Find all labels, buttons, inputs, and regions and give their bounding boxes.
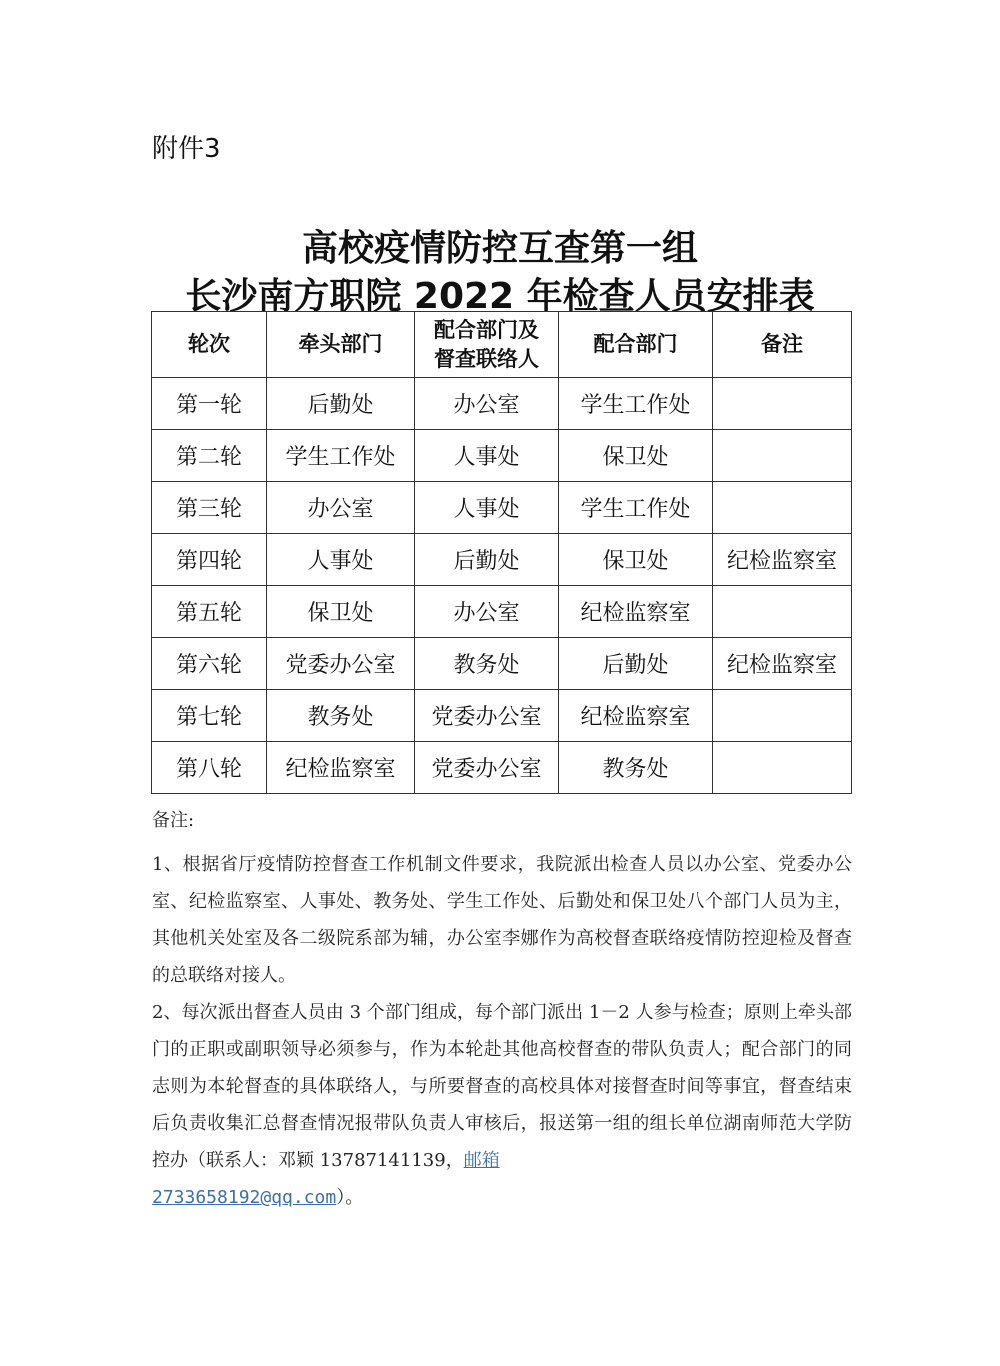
cell-remark	[713, 482, 852, 534]
cell-round: 第二轮	[152, 430, 267, 482]
note-item-2-text: 2、每次派出督查人员由 3 个部门组成，每个部门派出 1－2 人参与检查；原则上牵头部门的正职或副职领导必须参与，作为本轮赴其他高校督查的带队负责人；配合部门的同志则为本轮督查的具体联络人，与所要督查的高校具体对接督查时间等事宜，督查结束后负责收集汇总督查情况报带队负责人审核后，报送第一组的组长单位湖南师范大学防控办（联系人：邓颖 13787141139，	[152, 1002, 852, 1171]
cell-round: 第五轮	[152, 586, 267, 638]
document-title: 高校疫情防控互查第一组	[301, 228, 698, 269]
cell-lead-dept: 人事处	[267, 534, 415, 586]
table-row	[152, 638, 852, 690]
cell-lead-dept: 保卫处	[267, 586, 415, 638]
email-link[interactable]: 2733658192@qq.com	[152, 1187, 337, 1208]
note-item-1: 1、根据省厅疫情防控督查工作机制文件要求，我院派出检查人员以办公室、党委办公室、纪检监察室、人事处、教务处、学生工作处、后勤处和保卫处八个部门人员为主，其他机关处室及各二级院系部为辅，办公室李娜作为高校督查联络疫情防控迎检及督查的总联络对接人。	[152, 854, 852, 986]
note-item-2	[152, 994, 852, 1216]
email-label-link[interactable]: 邮箱	[463, 1150, 500, 1171]
cell-coop-dept: 保卫处	[559, 430, 713, 482]
cell-remark: 纪检监察室	[713, 534, 852, 586]
cell-remark	[713, 586, 852, 638]
cell-lead-dept: 纪检监察室	[267, 742, 415, 794]
cell-lead-dept: 党委办公室	[267, 638, 415, 690]
cell-lead-dept: 学生工作处	[267, 430, 415, 482]
cell-coop-dept: 纪检监察室	[559, 690, 713, 742]
header-coop-dept: 配合部门	[559, 312, 713, 378]
table-row	[152, 586, 852, 638]
cell-coop-dept: 纪检监察室	[559, 586, 713, 638]
note-item-2-closing: ）。	[336, 1187, 364, 1208]
cell-round: 第四轮	[152, 534, 267, 586]
cell-lead-dept: 后勤处	[267, 378, 415, 430]
cell-coop-liaison: 人事处	[415, 482, 559, 534]
cell-remark	[713, 742, 852, 794]
cell-coop-liaison: 党委办公室	[415, 690, 559, 742]
attachment-label: 附件3	[152, 134, 221, 164]
cell-round: 第一轮	[152, 378, 267, 430]
cell-coop-liaison: 教务处	[415, 638, 559, 690]
table-header-row	[152, 312, 852, 378]
notes-heading: 备注:	[152, 810, 195, 831]
cell-remark	[713, 690, 852, 742]
cell-lead-dept: 办公室	[267, 482, 415, 534]
header-lead-dept: 牵头部门	[267, 312, 415, 378]
table-row	[152, 742, 852, 794]
cell-coop-liaison: 人事处	[415, 430, 559, 482]
table-row	[152, 430, 852, 482]
cell-coop-liaison: 后勤处	[415, 534, 559, 586]
table-row	[152, 378, 852, 430]
cell-coop-dept: 教务处	[559, 742, 713, 794]
cell-coop-liaison: 办公室	[415, 378, 559, 430]
notes-section	[152, 806, 852, 1216]
cell-coop-dept: 学生工作处	[559, 378, 713, 430]
cell-round: 第七轮	[152, 690, 267, 742]
cell-remark	[713, 378, 852, 430]
cell-coop-liaison: 办公室	[415, 586, 559, 638]
table-row	[152, 534, 852, 586]
cell-round: 第六轮	[152, 638, 267, 690]
cell-coop-dept: 保卫处	[559, 534, 713, 586]
header-remark: 备注	[713, 312, 852, 378]
cell-coop-liaison: 党委办公室	[415, 742, 559, 794]
header-coop-liaison	[415, 312, 559, 378]
cell-remark	[713, 430, 852, 482]
cell-lead-dept: 教务处	[267, 690, 415, 742]
cell-remark: 纪检监察室	[713, 638, 852, 690]
cell-coop-dept: 后勤处	[559, 638, 713, 690]
table-row	[152, 690, 852, 742]
cell-round: 第三轮	[152, 482, 267, 534]
cell-round: 第八轮	[152, 742, 267, 794]
header-coop-liaison-line2: 督查联络人	[434, 346, 539, 371]
header-round: 轮次	[152, 312, 267, 378]
schedule-table	[151, 311, 852, 794]
table-row	[152, 482, 852, 534]
header-coop-liaison-line1: 配合部门及	[434, 317, 539, 342]
document-subtitle: 长沙南方职院 2022 年检查人员安排表	[185, 276, 815, 317]
cell-coop-dept: 学生工作处	[559, 482, 713, 534]
